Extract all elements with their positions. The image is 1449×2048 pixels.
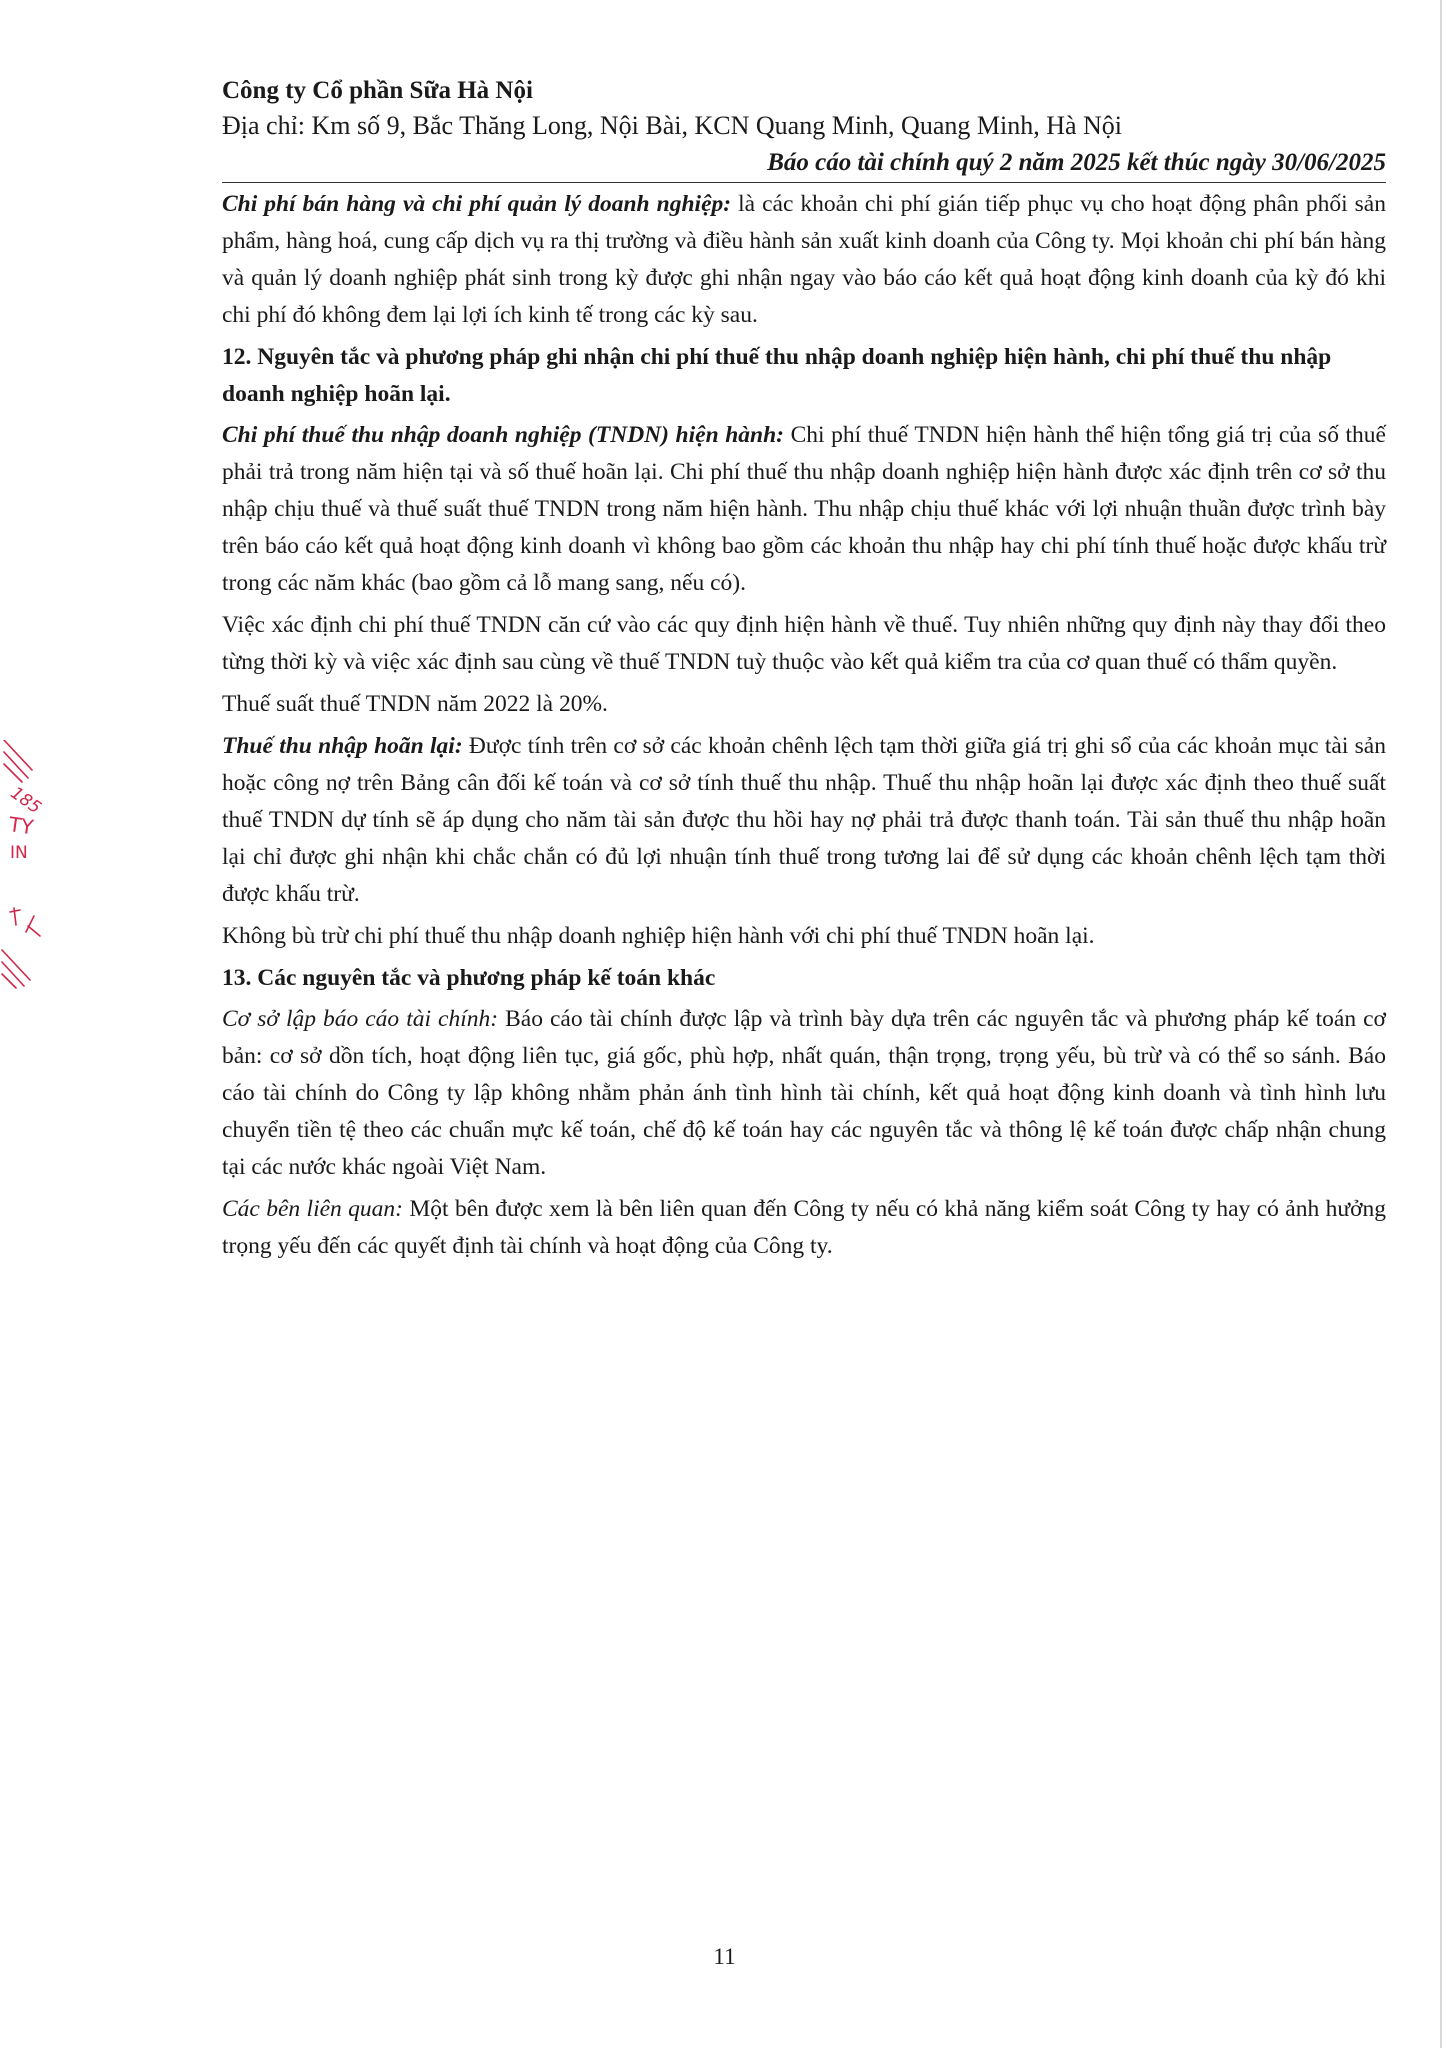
page-header [222, 74, 1386, 180]
paragraph-no-offset: Không bù trừ chi phí thuế thu nhập doanh nghiệp hiện hành với chi phí thuế TNDN hoãn lại. [222, 923, 1095, 949]
paragraph-text: Chi phí thuế TNDN hiện hành thể hiện tổng giá trị của số thuế phải trả trong năm hiện tại và số thuế hoãn lại. Chi phí thuế thu nhập doanh nghiệp hiện hành được xác định trên cơ sở thu nhập chịu thuế và thuế suất thuế TNDN trong năm hiện hành. Thu nhập chịu thuế khác với lợi nhuận thuần được trình bày trên báo cáo kết quả hoạt động kinh doanh vì không bao gồm các khoản thu nhập hay chi phí tính thuế hoặc được khấu trừ trong các năm khác (bao gồm cả lỗ mang sang, nếu có). [222, 422, 1386, 596]
paragraph-cit-rate: Thuế suất thuế TNDN năm 2022 là 20%. [222, 691, 608, 717]
paragraph-related-parties [222, 1191, 1386, 1265]
seal-text-ty: TY [7, 812, 35, 840]
paragraph-lead: Chi phí thuế thu nhập doanh nghiệp (TNDN) hiện hành: [222, 422, 784, 448]
paragraph-cit-determination: Việc xác định chi phí thuế TNDN căn cứ vào các quy định hiện hành về thuế. Tuy nhiên những quy định này thay đổi theo từng thời kỳ và việc xác định sau cùng về thuế TNDN tuỳ thuộc vào kết quả kiểm tra của cơ quan thuế có thẩm quyền. [222, 612, 1386, 675]
header-divider [222, 182, 1386, 183]
company-seal-fragment [0, 740, 46, 990]
paragraph-lead: Chi phí bán hàng và chi phí quản lý doanh nghiệp: [222, 191, 732, 217]
scan-edge [1440, 0, 1442, 2048]
paragraph-current-cit [222, 417, 1386, 602]
paragraph-selling-admin-expenses [222, 186, 1386, 334]
seal-text-185: 185 [6, 783, 45, 819]
paragraph-deferred-tax [222, 728, 1386, 913]
company-name: Công ty Cổ phần Sữa Hà Nội [222, 77, 533, 104]
section-13-heading: 13. Các nguyên tắc và phương pháp kế toán khác [222, 965, 716, 991]
paragraph-text: Một bên được xem là bên liên quan đến Công ty nếu có khả năng kiểm soát Công ty hay có ảnh hưởng trọng yếu đến các quyết định tài chính và hoạt động của Công ty. [222, 1196, 1386, 1259]
seal-text-in: IN [10, 843, 28, 863]
paragraph-text: Báo cáo tài chính được lập và trình bày dựa trên các nguyên tắc và phương pháp kế toán cơ bản: cơ sở dồn tích, hoạt động liên tục, giá gốc, phù hợp, nhất quán, thận trọng, trọng yếu, bù trừ và có thể so sánh. Báo cáo tài chính do Công ty lập không nhằm phản ánh tình hình tài chính, kết quả hoạt động kinh doanh và tình hình lưu chuyển tiền tệ theo các chuẩn mực kế toán, chế độ kế toán hay các nguyên tắc và thông lệ kế toán được chấp nhận chung tại các nước khác ngoài Việt Nam. [222, 1006, 1386, 1180]
report-title: Báo cáo tài chính quý 2 năm 2025 kết thúc ngày 30/06/2025 [767, 149, 1386, 176]
page-number: 11 [713, 1944, 736, 1969]
paragraph-lead: Cơ sở lập báo cáo tài chính: [222, 1006, 499, 1032]
paragraph-text: Được tính trên cơ sở các khoản chênh lệch tạm thời giữa giá trị ghi sổ của các khoản mục tài sản hoặc công nợ trên Bảng cân đối kế toán và cơ sở tính thuế thu nhập. Thuế thu nhập hoãn lại được xác định theo thuế suất thuế TNDN dự tính sẽ áp dụng cho năm tài sản được thu hồi hay nợ phải trả được thanh toán. Tài sản thuế thu nhập hoãn lại chỉ được ghi nhận khi chắc chắn có đủ lợi nhuận tính thuế trong tương lai để sử dụng các khoản chênh lệch tạm thời được khấu trừ. [222, 733, 1386, 907]
paragraph-lead: Các bên liên quan: [222, 1196, 404, 1222]
page-content [222, 186, 1386, 1270]
paragraph-text: là các khoản chi phí gián tiếp phục vụ cho hoạt động phân phối sản phẩm, hàng hoá, cung cấp dịch vụ ra thị trường và điều hành sản xuất kinh doanh của Công ty. Mọi khoản chi phí bán hàng và quản lý doanh nghiệp phát sinh trong kỳ được ghi nhận ngay vào báo cáo kết quả hoạt động kinh doanh của kỳ đó khi chi phí đó không đem lại lợi ích kinh tế trong các kỳ sau. [222, 191, 1386, 328]
paragraph-lead: Thuế thu nhập hoãn lại: [222, 733, 463, 759]
company-address: Địa chỉ: Km số 9, Bắc Thăng Long, Nội Bài, KCN Quang Minh, Quang Minh, Hà Nội [222, 111, 1123, 140]
paragraph-basis-of-preparation [222, 1001, 1386, 1186]
section-12-heading: 12. Nguyên tắc và phương pháp ghi nhận chi phí thuế thu nhập doanh nghiệp hiện hành, chi phí thuế thu nhập doanh nghiệp hoãn lại. [222, 344, 1332, 407]
